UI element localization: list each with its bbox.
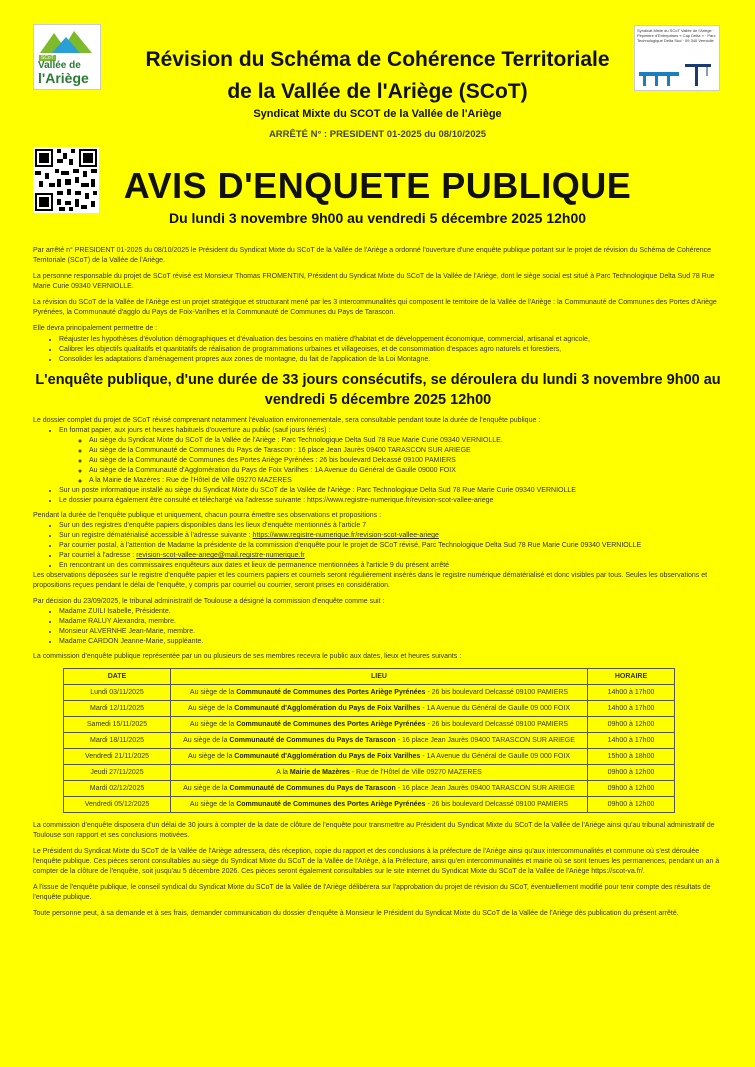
- commission-list: [33, 607, 723, 647]
- column-header: LIEU: [171, 669, 588, 685]
- table-row: [64, 797, 675, 813]
- horaire-cell: 09h00 à 12h00: [588, 765, 675, 781]
- list-item: • Le dossier pourra également être consulté et téléchargé via l'adresse suivante : https://www.registre-numerique.fr/revision-scot-vallee-ariege: [59, 496, 723, 506]
- date-cell: Vendredi 05/12/2025: [64, 797, 171, 813]
- lieu-bold: Communauté de Communes des Portes Ariège Pyrénées: [236, 800, 426, 808]
- list-item: • Consolider les adaptations d'aménagement propres aux zones de montagne, du fait de l'application de la Loi Montagne.: [59, 355, 723, 365]
- email-link[interactable]: revision-scot-vallee-ariege@mail.registre-numerique.fr: [136, 552, 305, 559]
- lieu-pre: Au siège de la: [187, 752, 235, 760]
- table-intro: La commission d'enquête publique représentée par un ou plusieurs de ses membres recevra le public aux dates, lieux et heures suivants :: [33, 653, 462, 660]
- decision-paragraph: Par décision du 23/09/2025, le tribunal administratif de Toulouse a désigné la commission d'enquête comme suit :: [33, 598, 385, 605]
- horaire-cell: 09h00 à 12h00: [588, 781, 675, 797]
- table-body: [64, 685, 675, 813]
- subtitle: Syndicat Mixte du SCOT de la Vallée de l'Ariège: [253, 108, 502, 120]
- lieu-bold: Communauté de Communes du Pays de Tarascon: [229, 784, 396, 792]
- closing-paragraph: Toute personne peut, à sa demande et à ses frais, demander communication du dossier d'enquête à Monsieur le Président du Syndicat Mixte du SCoT de la Vallée de l'Ariège dès publication du présent arrêté.: [33, 910, 679, 917]
- obs-label: Par courriel à l'adresse :: [59, 552, 137, 559]
- lieu-cell: [171, 797, 588, 813]
- date-cell: Vendredi 21/11/2025: [64, 749, 171, 765]
- lieu-post: - 26 bis boulevard Delcassé 09100 PAMIERS: [425, 688, 569, 696]
- date-cell: Jeudi 27/11/2025: [64, 765, 171, 781]
- list-item: • Par courrier postal, à l'attention de Madame la présidente de la commission d'enquête pour le projet de SCoT révisé, Parc Technologique Delta Sud 78 Rue Marie Curie 09340 VERNIOLLE: [59, 541, 723, 551]
- lieu-pre: Au siège de la: [189, 688, 237, 696]
- lieu-bold: Mairie de Mazères: [289, 768, 350, 776]
- objectives-list: [33, 335, 723, 365]
- table-row: [64, 717, 675, 733]
- obs-label: Sur un registre dématérialisé accessible à l'adresse suivante :: [59, 532, 253, 539]
- list-item: • Madame CARDON Jeanne-Marie, suppléante.: [59, 637, 723, 647]
- list-item: • Monsieur ALVERNHE Jean-Marie, membre.: [59, 627, 723, 637]
- horaire-cell: 14h00 à 17h00: [588, 685, 675, 701]
- list-item: • Réajuster les hypothèses d'évolution démographiques et d'évaluation des besoins en matière d'habitat et de développement économique, commercial, artisanal et agricole,: [59, 335, 723, 345]
- logo-line2: l'Ariège: [38, 70, 89, 86]
- list-item: • Sur un des registres d'enquête papiers disponibles dans les lieux d'enquête mentionnés à l'article 7: [59, 521, 723, 531]
- lieu-pre: Au siège de la: [183, 736, 230, 744]
- permanences-table: [63, 668, 675, 813]
- scot-logo: [33, 24, 101, 90]
- obs-after: Les observations déposées sur le registre d'enquête papier et les courriers papiers et courriels seront régulièrement insérés dans le registre numérique dématérialisé et donc visibles par tous. Seules les observations et propositions reçues pendant le délai de l'enquête, y compris par courriel ou courrier, seront prises en considération.: [33, 572, 708, 589]
- table-row: [64, 781, 675, 797]
- logo-text: [38, 60, 89, 85]
- date-cell: Mardi 12/11/2025: [64, 701, 171, 717]
- date-cell: Lundi 03/11/2025: [64, 685, 171, 701]
- date-cell: Samedi 15/11/2025: [64, 717, 171, 733]
- table-row: [64, 701, 675, 717]
- list-item: [59, 426, 723, 486]
- lieu-bold: Communauté de Communes des Portes Ariège Pyrénées: [236, 720, 426, 728]
- lieu-post: - Rue de l'Hôtel de Ville 09270 MAZERES: [349, 768, 482, 776]
- registry-link[interactable]: https://www.registre-numerique.fr/revision-scot-vallee-ariege: [252, 532, 439, 539]
- notice-body: [33, 246, 723, 925]
- lieu-cell: [171, 749, 588, 765]
- table-header-row: [64, 669, 675, 685]
- horaire-cell: 14h00 à 17h00: [588, 733, 675, 749]
- table-row: [64, 733, 675, 749]
- dossier-intro: Le dossier complet du projet de SCoT révisé comprenant notamment l'évaluation environnementale, sera consultable pendant toute la durée de l'enquête publique :: [33, 417, 541, 424]
- logo-tag: SCoT: [41, 55, 54, 61]
- list-item: ◦ A la Mairie de Mazères : Rue de l'Hôtel de Ville 09270 MAZERES: [89, 476, 723, 486]
- table-row: [64, 749, 675, 765]
- column-header: HORAIRE: [588, 669, 675, 685]
- date-cell: Mardi 18/11/2025: [64, 733, 171, 749]
- lieu-bold: Communauté de Communes du Pays de Tarascon: [229, 736, 396, 744]
- column-header: DATE: [64, 669, 171, 685]
- lieu-pre: A la: [276, 768, 290, 776]
- table-row: [64, 685, 675, 701]
- intro-paragraph: La personne responsable du projet de SCoT révisé est Monsieur Thomas FROMENTIN, Président du Syndicat Mixte du SCoT de la Vallée de l'Ariège, dont le siège social est situé à Parc Technologique Delta Sud 78 Rue Marie Curie 09340 VERNIOLLE.: [33, 273, 715, 290]
- list-item: [59, 551, 723, 561]
- lieu-pre: Au siège de la: [189, 800, 237, 808]
- date-cell: Mardi 02/12/2025: [64, 781, 171, 797]
- lieu-cell: [171, 685, 588, 701]
- closing-paragraph: La commission d'enquête disposera d'un délai de 30 jours à compter de la date de clôture de l'enquête pour transmettre au Président du Syndicat Mixte du SCoT de la Vallée de l'Ariège ainsi qu'au tribunal administratif de Toulouse son rapport et ses conclusions motivées.: [33, 822, 715, 839]
- sites-list: [59, 436, 723, 486]
- horaire-cell: 15h00 à 18h00: [588, 749, 675, 765]
- lieu-pre: Au siège de la: [183, 784, 230, 792]
- lieu-cell: [171, 765, 588, 781]
- lieu-cell: [171, 701, 588, 717]
- lieu-cell: [171, 781, 588, 797]
- intro-paragraph: La révision du SCoT de la Vallée de l'Ariège est un projet stratégique et structurant mené par les 3 intercommunalités qui composent le territoire de la Vallée de l'Ariège : la Communauté de Communes des Portes d'Ariège Pyrénées, la Communauté d'agglo du Pays de Foix-Varilhes et la Communauté de Communes du Pays de Tarascon.: [33, 299, 717, 316]
- qr-code-icon: [33, 147, 99, 213]
- lieu-cell: [171, 733, 588, 749]
- list-item: • Madame RALUY Alexandra, membre.: [59, 617, 723, 627]
- lieu-post: - 1A Avenue du Général de Gaulle 09 000 FOIX: [420, 704, 571, 712]
- horaire-cell: 09h00 à 12h00: [588, 717, 675, 733]
- lieu-bold: Communauté d'Agglomération du Pays de Foix Varilhes: [234, 704, 421, 712]
- lieu-post: - 26 bis boulevard Delcassé 09100 PAMIERS: [425, 800, 569, 808]
- list-item: • En rencontrant un des commissaires enquêteurs aux dates et lieux de permanence mentionnées à l'article 9 du présent arrêté: [59, 561, 723, 571]
- list-item: • Madame ZUILI Isabelle, Présidente.: [59, 607, 723, 617]
- list-item: • Calibrer les objectifs qualitatifs et quantitatifs de réalisation de programmations urbaines et villageoises, et de consommation d'espaces agro naturels et forestiers,: [59, 345, 723, 355]
- logo-mountains-icon: [34, 27, 100, 57]
- format-papier: En format papier, aux jours et heures habituels d'ouverture au public (sauf jours fériés) :: [59, 427, 331, 434]
- horaire-cell: 09h00 à 12h00: [588, 797, 675, 813]
- horaire-cell: 14h00 à 17h00: [588, 701, 675, 717]
- intro-paragraph: Par arrêté n° PRESIDENT 01-2025 du 08/10/2025 le Président du Syndicat Mixte du SCoT de la Vallée de l'Ariège a ordonné l'ouverture d'une enquête publique portant sur le projet de révision du Schéma de Cohérence Territoriale (SCoT) de la Vallée de l'Ariège.: [33, 247, 712, 264]
- notice-heading: AVIS D'ENQUETE PUBLIQUE: [123, 165, 632, 206]
- lieu-cell: [171, 717, 588, 733]
- lieu-pre: Au siège de la: [189, 720, 237, 728]
- logo-line1: Vallée de: [38, 60, 81, 71]
- enquiry-dates: Du lundi 3 novembre 9h00 au vendredi 5 décembre 2025 12h00: [168, 210, 587, 226]
- list-item: [59, 531, 723, 541]
- lieu-bold: Communauté d'Agglomération du Pays de Foix Varilhes: [234, 752, 421, 760]
- title-line1: Révision du Schéma de Cohérence Territoriale: [145, 48, 610, 71]
- list-item: ◦ Au siège de la Communauté d'Agglomération du Pays de Foix Varilhes : 1A Avenue du Général de Gaulle 09000 FOIX: [89, 466, 723, 476]
- title-line2: de la Vallée de l'Ariège (SCoT): [227, 80, 528, 103]
- closing-paragraph: A l'issue de l'enquête publique, le conseil syndical du Syndicat Mixte du SCoT de la Vallée de l'Ariège délibérera sur l'approbation du projet de révision du SCoT, éventuellement modifié pour tenir compte des résultats de l'enquête publique.: [33, 884, 711, 901]
- arrete-number: ARRÊTÉ N° : PRESIDENT 01-2025 du 08/10/2025: [268, 129, 487, 140]
- obs-intro: Pendant la durée de l'enquête publique et uniquement, chacun pourra émettre ses observations et propositions :: [33, 512, 382, 519]
- table-row: [64, 765, 675, 781]
- lieu-post: - 26 bis boulevard Delcassé 09100 PAMIERS: [425, 720, 569, 728]
- list-item: ◦ Au siège de la Communauté de Communes des Portes Ariège Pyrénées : 26 bis boulevard Delcassé 09100 PAMIERS: [89, 456, 723, 466]
- section-heading: L'enquête publique, d'une durée de 33 jours consécutifs, se déroulera du lundi 3 novembre 9h00 au vendredi 5 décembre 2025 12h00: [35, 372, 721, 408]
- page-title: [95, 44, 660, 108]
- lieu-bold: Communauté de Communes des Portes Ariège Pyrénées: [236, 688, 426, 696]
- intro-paragraph: Elle devra principalement permettre de :: [33, 325, 158, 332]
- lieu-post: - 16 place Jean Jaurès 09400 TARASCON SUR ARIEGE: [395, 736, 575, 744]
- syndicat-logo-text: Syndicat Mixte du SCoT Vallée de l'Ariège · Pépinière d'Entreprises « Cap Delta » · Parc Technologique Delta Sud · 09 340 Verniolle: [637, 28, 716, 43]
- lieu-post: - 16 place Jean Jaurès 09400 TARASCON SUR ARIEGE: [395, 784, 575, 792]
- list-item: ◦ Au siège du Syndicat Mixte du SCoT de la Vallée de l'Ariège : Parc Technologique Delta Sud 78 Rue Marie Curie 09340 VERNIOLLE.: [89, 436, 723, 446]
- list-item: ◦ Au siège de la Communauté de Communes du Pays de Tarascon : 16 place Jean Jaurès 09400 TARASCON SUR ARIEGE: [89, 446, 723, 456]
- list-item: • Sur un poste informatique installé au siège du Syndicat Mixte du SCoT de la Vallée de l'Ariège : Parc Technologique Delta Sud 78 Rue Marie Curie 09340 VERNIOLLE: [59, 486, 723, 496]
- lieu-pre: Au siège de la: [187, 704, 235, 712]
- closing-paragraph: Le Président du Syndicat Mixte du SCoT de la Vallée de l'Ariège adressera, dès réception, copie du rapport et des conclusions à la préfecture de l'Ariège ainsi qu'aux intercommunalités et commune où s'est déroulée l'enquête publique. Ces pièces seront consultables au siège du Syndicat Mixte du SCoT de la Vallée de l'Ariège, à la Préfecture, ainsi qu'en intercommunalités et mairie où se sont tenues les permanences, pendant un an à compter de la clôture de l'enquête, soit jusqu'au 5 décembre 2026. Ces pièces seront également consultables sur le site internet du Syndicat Mixte du SCoT de la Vallée de l'Ariège https://scot-va.fr/.: [33, 848, 720, 875]
- access-list: [33, 426, 723, 506]
- lieu-post: - 1A Avenue du Général de Gaulle 09 000 FOIX: [420, 752, 571, 760]
- observations-list: [33, 521, 723, 571]
